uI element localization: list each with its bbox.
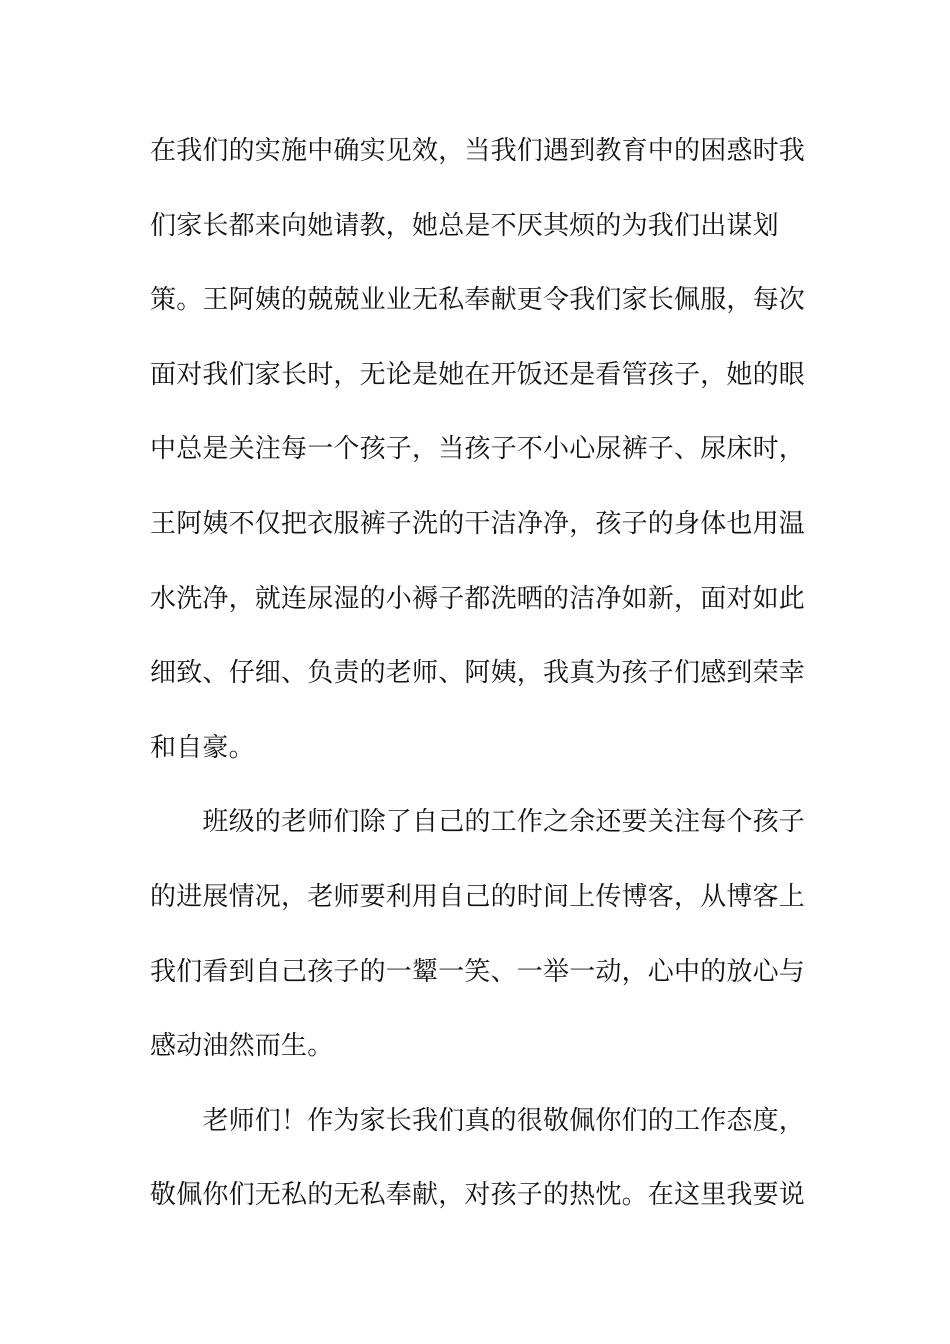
text-line: 我们看到自己孩子的一颦一笑、一举一动，心中的放心与 (150, 956, 806, 987)
document-body (150, 129, 806, 1248)
text-line: 老师们！作为家长我们真的很敬佩你们的工作态度， (150, 1105, 806, 1136)
text-line: 面对我们家长时，无论是她在开饭还是看管孩子，她的眼 (150, 359, 806, 390)
text-line: 在我们的实施中确实见效，当我们遇到教育中的困惑时我 (150, 136, 806, 166)
text-line: 细致、仔细、负责的老师、阿姨，我真为孩子们感到荣幸 (150, 658, 806, 689)
text-line: 们家长都来向她请教，她总是不厌其烦的为我们出谋划 (150, 210, 779, 241)
text-line: 策。王阿姨的兢兢业业无私奉献更令我们家长佩服，每次 (150, 285, 806, 316)
text-line: 的进展情况，老师要利用自己的时间上传博客，从博客上 (150, 881, 806, 912)
text-line: 中总是关注每一个孩子，当孩子不小心尿裤子、尿床时， (150, 434, 806, 465)
text-line: 和自豪。 (150, 732, 255, 763)
text-line: 水洗净，就连尿湿的小褥子都洗晒的洁净如新，面对如此 (150, 583, 806, 614)
text-line: 班级的老师们除了自己的工作之余还要关注每个孩子 (150, 807, 806, 838)
text-line: 敬佩你们无私的无私奉献，对孩子的热忱。在这里我要说 (150, 1180, 806, 1211)
text-line: 感动油然而生。 (150, 1031, 334, 1062)
text-line: 王阿姨不仅把衣服裤子洗的干洁净净，孩子的身体也用温 (150, 508, 806, 539)
